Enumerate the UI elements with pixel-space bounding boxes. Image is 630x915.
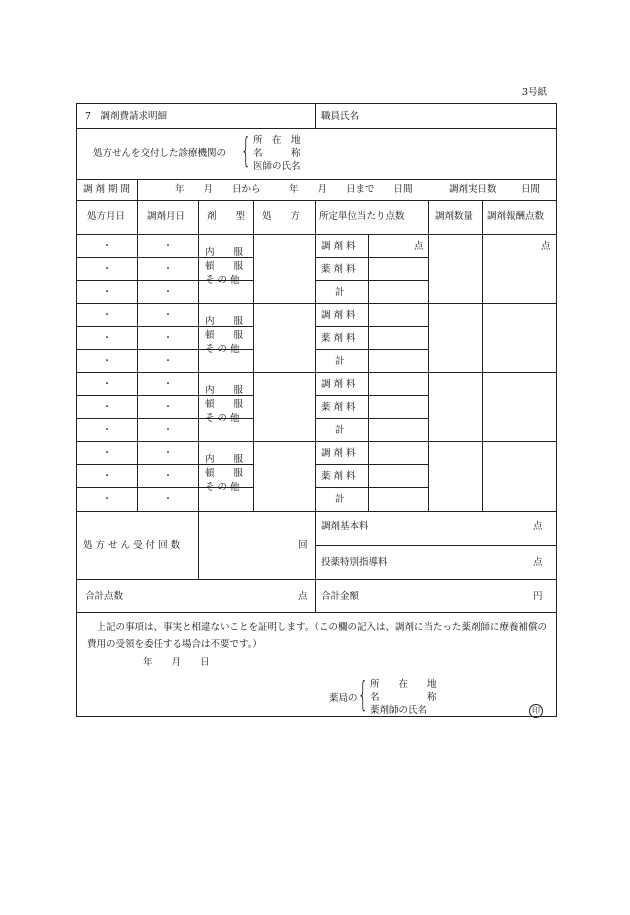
pharmacist-name-label: 薬剤師の氏名 <box>370 705 428 716</box>
form-type-2: そ の 他 <box>205 344 240 355</box>
clinic-name-label: 名 称 <box>253 148 301 159</box>
col-dispense-date: 調剤月日 <box>147 211 186 222</box>
rx-date-dot: ・ <box>102 471 112 482</box>
receipt-count-label: 処 方 せ ん 受 付 回 数 <box>83 540 181 551</box>
receipt-count-unit: 回 <box>298 540 308 551</box>
subtotal-label: 計 <box>335 425 345 436</box>
actual-days-unit: 日間 <box>521 184 541 195</box>
col-rx-date: 処方月日 <box>87 211 126 222</box>
dispense-date-dot: ・ <box>163 333 173 344</box>
dispense-date-dot: ・ <box>163 287 173 298</box>
rx-date-dot: ・ <box>102 241 112 252</box>
clinic-doctor-label: 医師の氏名 <box>253 161 301 172</box>
rx-date-dot: ・ <box>102 379 112 390</box>
dispense-date-dot: ・ <box>163 471 173 482</box>
dispense-date-dot: ・ <box>163 264 173 275</box>
total-amount-unit: 円 <box>533 591 543 602</box>
pharmacy-name-label: 名 称 <box>370 692 437 703</box>
period-label: 調 剤 期 間 <box>83 184 131 195</box>
guidance-fee-label: 投薬特別指導料 <box>321 557 388 568</box>
seal-mark: 印 <box>529 704 543 718</box>
form-type-2: そ の 他 <box>205 275 240 286</box>
actual-days-label: 調剤実日数 <box>449 184 497 195</box>
guidance-fee-unit: 点 <box>533 557 543 568</box>
form-title: 7 調剤費請求明細 <box>85 111 168 122</box>
form-type-0: 内 服 <box>205 385 244 396</box>
rx-date-dot: ・ <box>102 448 112 459</box>
reward-points-unit: 点 <box>541 241 551 252</box>
dispense-date-dot: ・ <box>163 379 173 390</box>
total-amount-label: 合計金額 <box>321 591 360 602</box>
clinic-label: 処方せんを交付した診療機関の <box>93 148 227 159</box>
subtotal-label: 計 <box>335 356 345 367</box>
pharmacy-brace: { <box>358 675 368 715</box>
rx-date-dot: ・ <box>102 356 112 367</box>
drug-fee-label: 薬 剤 料 <box>321 264 356 275</box>
dispensing-fee-label: 調 剤 料 <box>321 241 356 252</box>
rx-date-dot: ・ <box>102 494 112 505</box>
subtotal-label: 計 <box>335 494 345 505</box>
form-type-2: そ の 他 <box>205 413 240 424</box>
form-type-1: 頓 服 <box>205 399 244 410</box>
clinic-brace: { <box>241 131 251 171</box>
drug-fee-label: 薬 剤 料 <box>321 333 356 344</box>
form-number: 3号紙 <box>522 87 548 98</box>
rx-date-dot: ・ <box>102 264 112 275</box>
period-text: 年 月 日から 年 月 日まで 日間 <box>175 184 413 195</box>
form-type-0: 内 服 <box>205 247 244 258</box>
drug-fee-label: 薬 剤 料 <box>321 402 356 413</box>
col-form: 剤 型 <box>207 211 246 222</box>
form-type-0: 内 服 <box>205 454 244 465</box>
dispense-date-dot: ・ <box>163 425 173 436</box>
total-points-label: 合計点数 <box>85 591 124 602</box>
rx-date-dot: ・ <box>102 287 112 298</box>
dispensing-fee-unit: 点 <box>414 241 424 252</box>
dispense-date-dot: ・ <box>163 356 173 367</box>
clinic-address-label: 所 在 地 <box>253 135 301 146</box>
dispense-date-dot: ・ <box>163 241 173 252</box>
col-unit-points: 所定単位当たり点数 <box>319 211 405 222</box>
total-points-unit: 点 <box>298 591 308 602</box>
form-type-1: 頓 服 <box>205 330 244 341</box>
certification-text: 上記の事項は、事実と相違ないことを証明します。（この欄の記入は、調剤に当たった薬剤師に療養補償の費用の受領を委任する場合は不要です。） <box>87 622 547 650</box>
form-type-1: 頓 服 <box>205 468 244 479</box>
col-quantity: 調剤数量 <box>435 211 474 222</box>
drug-fee-label: 薬 剤 料 <box>321 471 356 482</box>
col-reward-points: 調剤報酬点数 <box>487 211 545 222</box>
claim-form <box>76 103 557 717</box>
form-type-1: 頓 服 <box>205 261 244 272</box>
rx-date-dot: ・ <box>102 402 112 413</box>
col-rx: 処 方 <box>262 211 301 222</box>
pharmacy-address-label: 所 在 地 <box>370 679 437 690</box>
employee-name-label: 職員氏名 <box>321 111 360 122</box>
dispense-date-dot: ・ <box>163 310 173 321</box>
form-type-0: 内 服 <box>205 316 244 327</box>
dispense-date-dot: ・ <box>163 448 173 459</box>
rx-date-dot: ・ <box>102 333 112 344</box>
subtotal-label: 計 <box>335 287 345 298</box>
dispensing-fee-label: 調 剤 料 <box>321 379 356 390</box>
dispensing-fee-label: 調 剤 料 <box>321 310 356 321</box>
rx-date-dot: ・ <box>102 310 112 321</box>
dispensing-fee-label: 調 剤 料 <box>321 448 356 459</box>
form-type-2: そ の 他 <box>205 482 240 493</box>
basic-fee-unit: 点 <box>533 521 543 532</box>
pharmacy-label: 薬局の <box>329 693 358 704</box>
rx-date-dot: ・ <box>102 425 112 436</box>
basic-fee-label: 調剤基本料 <box>321 521 369 532</box>
certification-date: 年 月 日 <box>143 657 210 668</box>
dispense-date-dot: ・ <box>163 402 173 413</box>
dispense-date-dot: ・ <box>163 494 173 505</box>
